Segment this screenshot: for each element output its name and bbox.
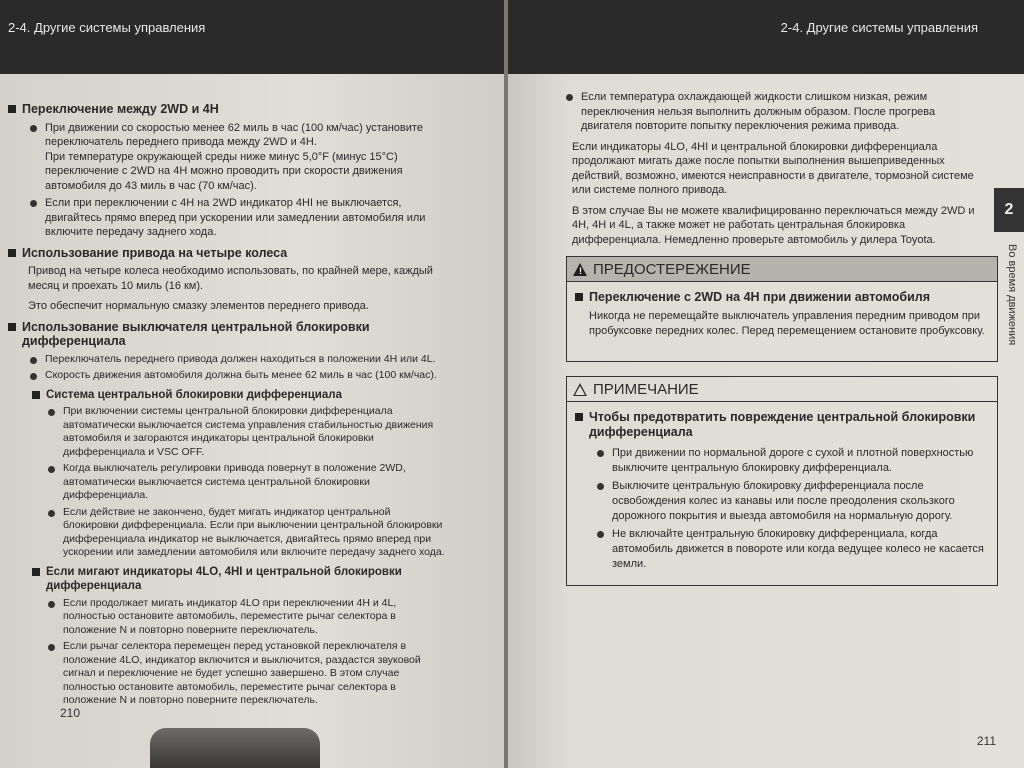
list-item: При включении системы центральной блокировки дифференциала автоматически выключается система управления стабильностью движения автомобиля и загораются индикаторы центральной блокировки дифференциала и VSC OFF. [48, 405, 448, 459]
bullet-dot-icon [566, 94, 573, 101]
section-heading: Использование привода на четыре колеса [8, 246, 448, 261]
note-box [566, 376, 998, 586]
left-header-title: 2-4. Другие системы управления [8, 20, 206, 35]
paragraph: Если индикаторы 4LO, 4HI и центральной блокировки дифференциала продолжают мигать даже после попытки выполнения вышеприведенных действий, возможно, имеются неисправности в двигателе, тормозной системе или системе полного привода. [572, 140, 974, 196]
square-bullet-icon [575, 413, 583, 421]
note-triangle-icon [573, 383, 587, 396]
warning-header: ! ПРЕДОСТЕРЕЖЕНИЕ [567, 257, 997, 282]
warning-text: Никогда не перемещайте выключатель управления передним приводом при пробуксовке передних колес. Перед перемещением остановите пробуксовку. [589, 310, 985, 337]
square-bullet-icon [575, 293, 583, 301]
bullet-dot-icon [48, 510, 55, 517]
warning-box [566, 256, 998, 362]
right-header-bar [508, 0, 1024, 74]
list-item: Если действие не закончено, будет мигать индикатор центральной блокировки дифференциала. Если при выключении центральной блокировки дифференциала индикатор не выключается, двигайтесь прямо вперед при ускорении или замедлении автомобиля или включите передачу заднего хода. [48, 506, 448, 560]
section-heading: Использование выключателя центральной блокировки дифференциала [8, 320, 448, 349]
chapter-tab: 2 [994, 188, 1024, 232]
list-item: Скорость движения автомобиля должна быть менее 62 миль в час (100 км/час). [30, 369, 448, 383]
section-heading: Переключение между 2WD и 4H [8, 102, 448, 117]
note-header: ПРИМЕЧАНИЕ [567, 377, 997, 402]
bullet-dot-icon [48, 601, 55, 608]
bullet-dot-icon [597, 483, 604, 490]
list-item: Если при переключении с 4H на 2WD индикатор 4HI не выключается, двигайтесь прямо вперед при ускорении или замедлении автомобиля или включите передачу заднего хода. [30, 196, 448, 240]
warning-triangle-icon: ! [573, 263, 587, 276]
list-item: При движении со скоростью менее 62 миль в час (100 км/час) установите переключатель переднего привода между 2WD и 4H. При температуре окружающей среды ниже минус 5,0°F (минус 15°C) переключение с 2WD на 4H можно проводить при скорости движения автомобиля до 43 миль в час (70 км/час). [30, 121, 448, 194]
note-body [567, 402, 997, 581]
right-header-title: 2-4. Другие системы управления [780, 20, 978, 35]
left-page-number: 210 [60, 706, 81, 720]
bullet-dot-icon [48, 409, 55, 416]
right-page [508, 0, 1024, 768]
bullet-dot-icon [597, 531, 604, 538]
warning-body [567, 282, 997, 345]
list-item: При движении по нормальной дороге с сухой и плотной поверхностью выключите центральную блокировку дифференциала. [597, 446, 989, 476]
paragraph: Привод на четыре колеса необходимо использовать, по крайней мере, каждый месяц и проехать 10 миль (16 км). [28, 265, 433, 292]
bullet-dot-icon [48, 644, 55, 651]
right-page-number: 211 [976, 734, 996, 748]
list-item: Если продолжает мигать индикатор 4LO при переключении 4H и 4L, полностью остановите автомобиль, переместите рычаг селектора в положение N и повторно поверните переключатель. [48, 597, 448, 638]
left-page [0, 0, 506, 768]
square-bullet-icon [8, 323, 16, 331]
square-bullet-icon [8, 105, 16, 113]
paragraph: В этом случае Вы не можете квалифицированно переключаться между 2WD и 4H, 4H и 4L, а также может не работать центральная блокировка дифференциала. Немедленно проверьте автомобиль у дилера Toyota. [572, 204, 975, 246]
list-item: Переключатель переднего привода должен находиться в положении 4H или 4L. [30, 353, 448, 367]
chapter-tab-label: Во время движения [1006, 244, 1018, 346]
bullet-dot-icon [30, 125, 37, 132]
car-key-fob [150, 728, 320, 768]
square-bullet-icon [32, 568, 40, 576]
bullet-dot-icon [30, 373, 37, 380]
left-header-bar [0, 0, 506, 74]
right-content [566, 90, 986, 253]
paragraph: Это обеспечит нормальную смазку элементов переднего привода. [28, 300, 369, 312]
bullet-dot-icon [30, 200, 37, 207]
subsection-heading: Если мигают индикаторы 4LO, 4HI и центральной блокировки дифференциала [32, 565, 448, 594]
note-subheading: Чтобы предотвратить повреждение центральной блокировки дифференциала [575, 410, 989, 440]
list-item: Не включайте центральную блокировку дифференциала, когда автомобиль движется в повороте или когда ведущее колесо не касается земли. [597, 527, 989, 572]
square-bullet-icon [8, 249, 16, 257]
list-item: Если рычаг селектора перемещен перед установкой переключателя в положение 4LO, индикатор включится и выключится, раздастся звуковой сигнал и переключение не будет успешно завершено. В этом случае полностью остановите автомобиль, переместите рычаг селектора в положение N и повторно поверните переключатель. [48, 640, 448, 708]
left-content [8, 96, 448, 711]
bullet-dot-icon [30, 357, 37, 364]
bullet-dot-icon [597, 450, 604, 457]
subsection-heading: Система центральной блокировки дифференциала [32, 388, 448, 403]
list-item: Выключите центральную блокировку дифференциала после освобождения колес из канавы или после преодоления скользкого дорожного покрытия и выезда автомобиля на нормальную дорогу. [597, 479, 989, 524]
list-item: Когда выключатель регулировки привода повернут в положение 2WD, автоматически выключается система центральной блокировки дифференциала. [48, 462, 448, 503]
square-bullet-icon [32, 391, 40, 399]
warning-subheading: Переключение с 2WD на 4H при движении автомобиля [575, 290, 989, 305]
bullet-dot-icon [48, 466, 55, 473]
list-item: Если температура охлаждающей жидкости слишком низкая, режим переключения нельзя выполнить должным образом. После прогрева двигателя повторите попытку переключения режима привода. [566, 90, 986, 134]
